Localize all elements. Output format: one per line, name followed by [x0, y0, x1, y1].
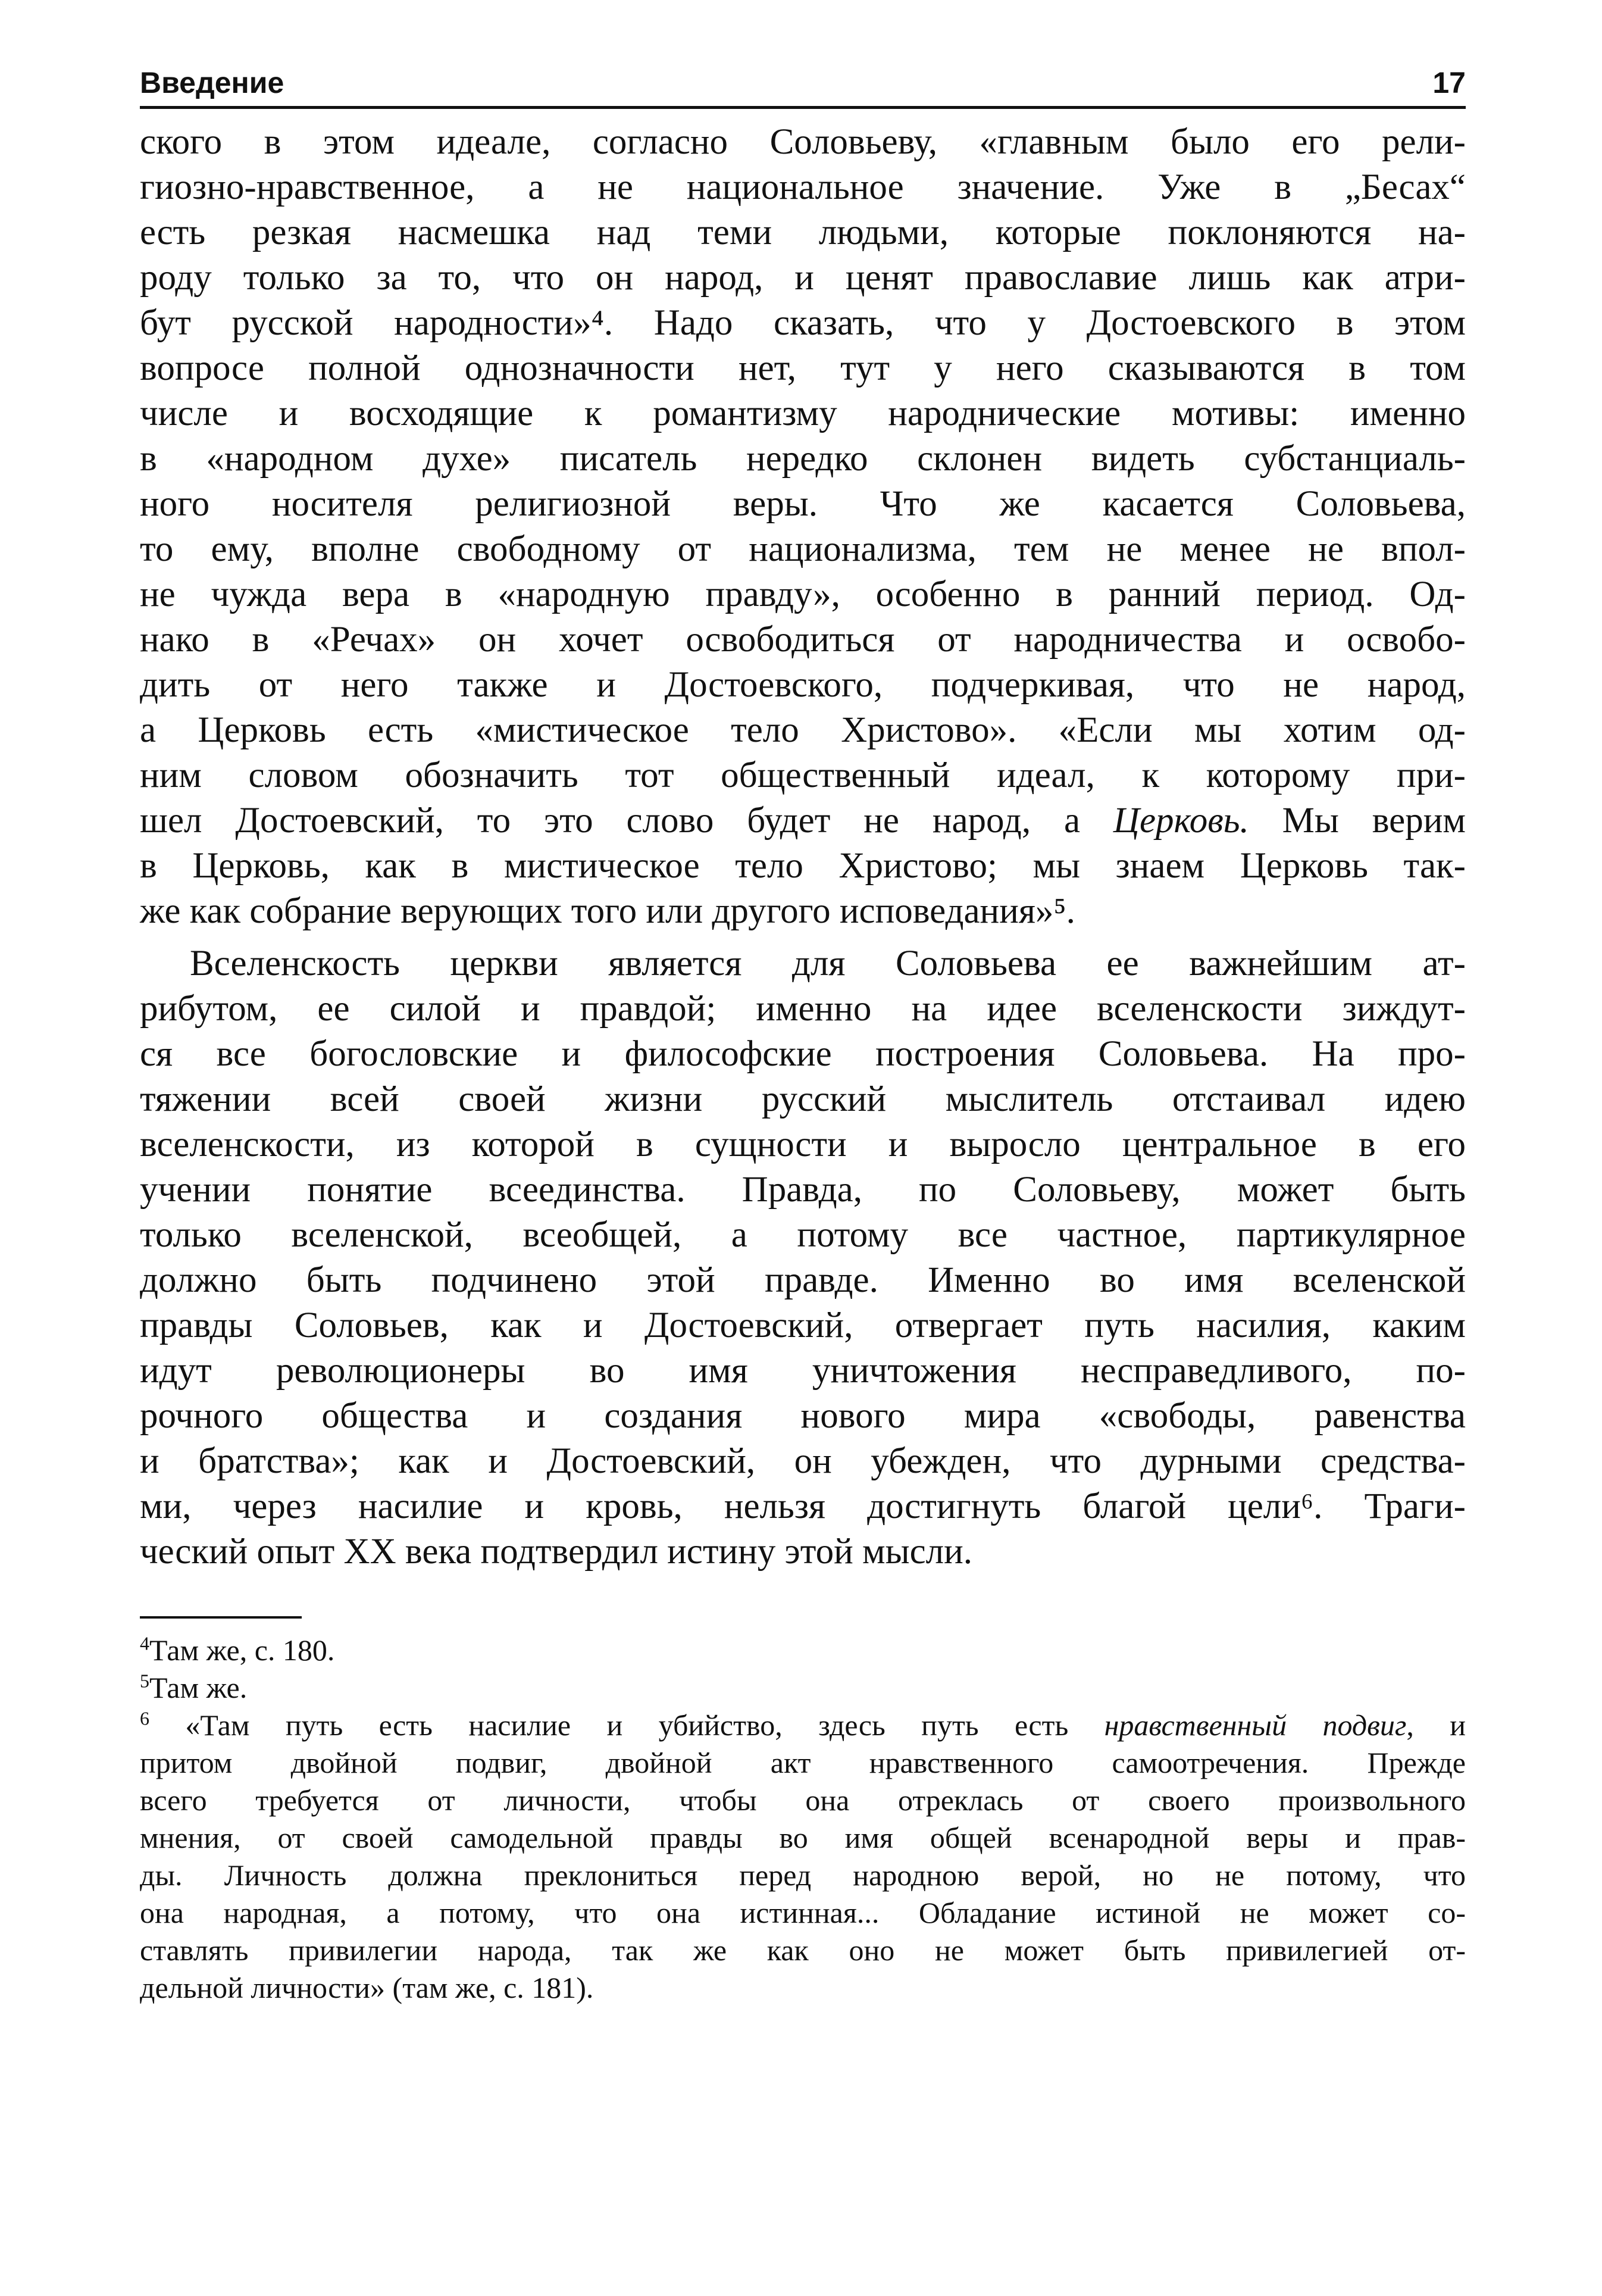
- text-line: ческий опыт XX века подтвердил истину этой мысли.: [140, 1532, 972, 1572]
- footnote-marker: 6: [140, 1707, 149, 1729]
- text-line: ним словом обозначить тот общественный идеал, к которому при-: [140, 755, 1466, 795]
- text-line: роду только за то, что он народ, и ценят православие лишь как атри-: [140, 258, 1466, 298]
- footnote-text: Там же, с. 180.: [149, 1633, 335, 1667]
- footnote-line: ды. Личность должна преклониться перед народною верой, но не потому, что: [140, 1858, 1466, 1892]
- text-line: же как собрание верующих того или другого исповедания»⁵.: [140, 891, 1075, 931]
- text-line: должно быть подчинено этой правде. Именно во имя вселенской: [140, 1260, 1466, 1300]
- footnote-line: [140, 1669, 1466, 1707]
- text-line: рочного общества и создания нового мира «свободы, равенства: [140, 1396, 1466, 1436]
- footnote-separator: [140, 1616, 302, 1619]
- footnotes: [140, 1632, 1466, 2007]
- footnote-line: притом двойной подвиг, двойной акт нравственного самоотречения. Прежде: [140, 1746, 1466, 1779]
- footnote-line: ставлять привилегии народа, так же как оно не может быть привилегией от-: [140, 1933, 1466, 1967]
- text-line: то ему, вполне свободному от национализма, тем не менее не впол-: [140, 529, 1466, 569]
- text-line: нако в «Речах» он хочет освободиться от народничества и освобо-: [140, 620, 1466, 660]
- text-line-with-italic: шел Достоевский, то это слово будет не народ, а Церковь. Мы верим: [140, 801, 1466, 841]
- text-line: правды Соловьев, как и Достоевский, отвергает путь насилия, каким: [140, 1305, 1466, 1345]
- paragraph-1: [140, 120, 1466, 934]
- text-line: ся все богословские и философские построения Соловьева. На про-: [140, 1034, 1466, 1074]
- footnote-4: [140, 1632, 1466, 1669]
- footnote-line: она народная, а потому, что она истинная... Обладание истиной не может со-: [140, 1896, 1466, 1929]
- footnote-line: дельной личности» (там же, с. 181).: [140, 1971, 594, 2004]
- text-line: а Церковь есть «мистическое тело Христово». «Если мы хотим од-: [140, 710, 1466, 750]
- text-line: не чужда вера в «народную правду», особенно в ранний период. Од-: [140, 574, 1466, 614]
- footnote-5: [140, 1669, 1466, 1707]
- body-text: [140, 120, 1466, 1575]
- text-line: идут революционеры во имя уничтожения несправедливого, по-: [140, 1351, 1466, 1391]
- paragraph-2: [140, 941, 1466, 1575]
- footnote-marker: 5: [140, 1670, 149, 1692]
- book-page: [140, 65, 1466, 2007]
- text-line: бут русской народности»⁴. Надо сказать, что у Достоевского в этом: [140, 303, 1466, 343]
- footnote-line: [140, 1707, 1466, 1744]
- text-line: в «народном духе» писатель нередко склонен видеть субстанциаль-: [140, 439, 1466, 479]
- section-title: Введение: [140, 66, 284, 99]
- text-line: есть резкая насмешка над теми людьми, которые поклоняются на-: [140, 213, 1466, 252]
- footnote-marker: 4: [140, 1632, 149, 1654]
- footnote-line: всего требуется от личности, чтобы она отреклась от своего произвольного: [140, 1783, 1466, 1817]
- text-line: вопросе полной однозначности нет, тут у него сказываются в том: [140, 348, 1466, 388]
- footnote-line: мнения, от своей самодельной правды во имя общей всенародной веры и прав-: [140, 1821, 1466, 1854]
- text-line: дить от него также и Достоевского, подчеркивая, что не народ,: [140, 665, 1466, 705]
- running-head: [140, 65, 1466, 109]
- footnote-6: [140, 1707, 1466, 2007]
- text-line: только вселенской, всеобщей, а потому все частное, партикулярное: [140, 1215, 1466, 1255]
- text-line: учении понятие всеединства. Правда, по Соловьеву, может быть: [140, 1170, 1466, 1210]
- text-line: числе и восходящие к романтизму народнические мотивы: именно: [140, 393, 1466, 433]
- text-line: тяжении всей своей жизни русский мыслитель отстаивал идею: [140, 1079, 1466, 1119]
- text-line: ного носителя религиозной веры. Что же касается Соловьева,: [140, 484, 1466, 524]
- footnote-text: Там же.: [149, 1671, 248, 1704]
- text-line: ми, через насилие и кровь, нельзя достигнуть благой цели⁶. Траги-: [140, 1486, 1466, 1526]
- footnote-line: [140, 1632, 1466, 1669]
- text-line: в Церковь, как в мистическое тело Христово; мы знаем Церковь так-: [140, 846, 1466, 886]
- text-line: и братства»; как и Достоевский, он убежден, что дурными средства-: [140, 1441, 1466, 1481]
- text-line: вселенскости, из которой в сущности и выросло центральное в его: [140, 1124, 1466, 1164]
- text-line: Вселенскость церкви является для Соловьева ее важнейшим ат-: [190, 944, 1466, 983]
- text-line: гиозно-нравственное, а не национальное значение. Уже в „Бесах“: [140, 167, 1466, 207]
- text-line: рибутом, ее силой и правдой; именно на идее вселенскости зиждут-: [140, 989, 1466, 1029]
- text-line: ского в этом идеале, согласно Соловьеву, «главным было его рели-: [140, 122, 1466, 162]
- page-number: 17: [1432, 66, 1466, 99]
- footnote-text: «Там путь есть насилие и убийство, здесь путь есть нравственный подвиг, и: [185, 1708, 1466, 1742]
